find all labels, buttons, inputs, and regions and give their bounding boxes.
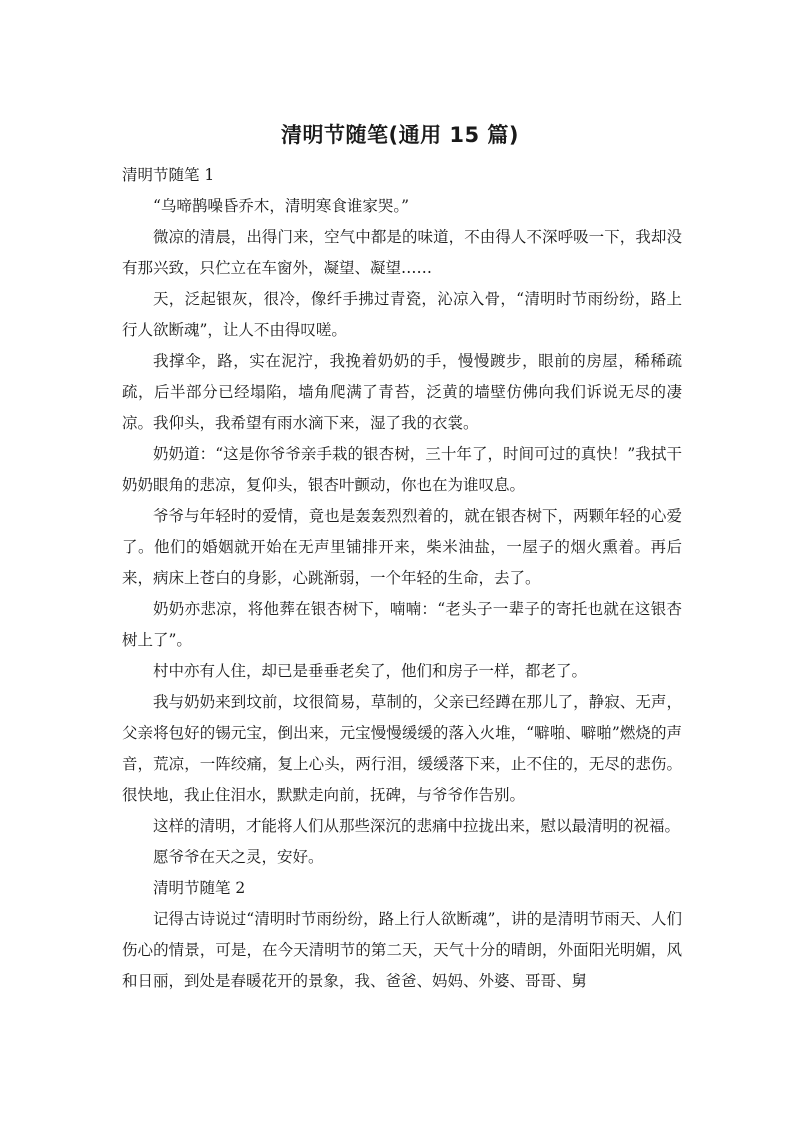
paragraph: 微凉的清晨，出得门来，空气中都是的味道，不由得人不深呼吸一下，我却没有那兴致，只伫立在车窗外，凝望、凝望…… [122, 228, 682, 277]
section-heading-1: 清明节随笔 1 [122, 166, 215, 184]
paragraph: 愿爷爷在天之灵，安好。 [153, 848, 324, 866]
paragraph: 奶奶道：“这是你爷爷亲手栽的银杏树，三十年了，时间可过的真快！”我拭干奶奶眼角的悲凉，复仰头，银杏叶颤动，你也在为谁叹息。 [122, 445, 682, 494]
section-heading-2: 清明节随笔 2 [153, 879, 246, 897]
paragraph: 记得古诗说过“清明时节雨纷纷，路上行人欲断魂”，讲的是清明节雨天、人们伤心的情景，可是，在今天清明节的第二天，天气十分的晴朗，外面阳光明媚，风和日丽，到处是春暖花开的景象，我、爸爸、妈妈、外婆、哥哥、舅 [122, 910, 682, 990]
paragraph: 村中亦有人住，却已是垂垂老矣了，他们和房子一样，都老了。 [153, 662, 588, 680]
paragraph: “乌啼鹊噪昏乔木，清明寒食谁家哭。” [153, 197, 410, 215]
paragraph: 天，泛起银灰，很冷，像纤手拂过青瓷，沁凉入骨，“清明时节雨纷纷，路上行人欲断魂”，让人不由得叹嗟。 [122, 290, 682, 339]
paragraph: 我撑伞，路，实在泥泞，我挽着奶奶的手，慢慢踱步，眼前的房屋，稀稀疏疏，后半部分已经塌陷，墙角爬满了青苔，泛黄的墙壁仿佛向我们诉说无尽的凄凉。我仰头，我希望有雨水滴下来，湿了我的衣裳。 [122, 352, 682, 432]
document-body [122, 160, 682, 997]
paragraph: 奶奶亦悲凉，将他葬在银杏树下，喃喃：“老头子一辈子的寄托也就在这银杏树上了”。 [122, 600, 682, 649]
paragraph: 这样的清明，才能将人们从那些深沉的悲痛中拉拢出来，慰以最清明的祝福。 [153, 817, 681, 835]
paragraph: 我与奶奶来到坟前，坟很简易，草制的，父亲已经蹲在那儿了，静寂、无声，父亲将包好的锡元宝，倒出来，元宝慢慢缓缓的落入火堆，“噼啪、噼啪”燃烧的声音，荒凉，一阵绞痛，复上心头，两行泪，缓缓落下来，止不住的，无尽的悲伤。很快地，我止住泪水，默默走向前，抚碑，与爷爷作告别。 [122, 693, 682, 804]
paragraph: 爷爷与年轻时的爱情，竟也是轰轰烈烈着的，就在银杏树下，两颗年轻的心爱了。他们的婚姻就开始在无声里铺排开来，柴米油盐，一屋子的烟火熏着。再后来，病床上苍白的身影，心跳渐弱，一个年轻的生命，去了。 [122, 507, 682, 587]
document-title: 清明节随笔(通用 15 篇) [280, 123, 520, 147]
